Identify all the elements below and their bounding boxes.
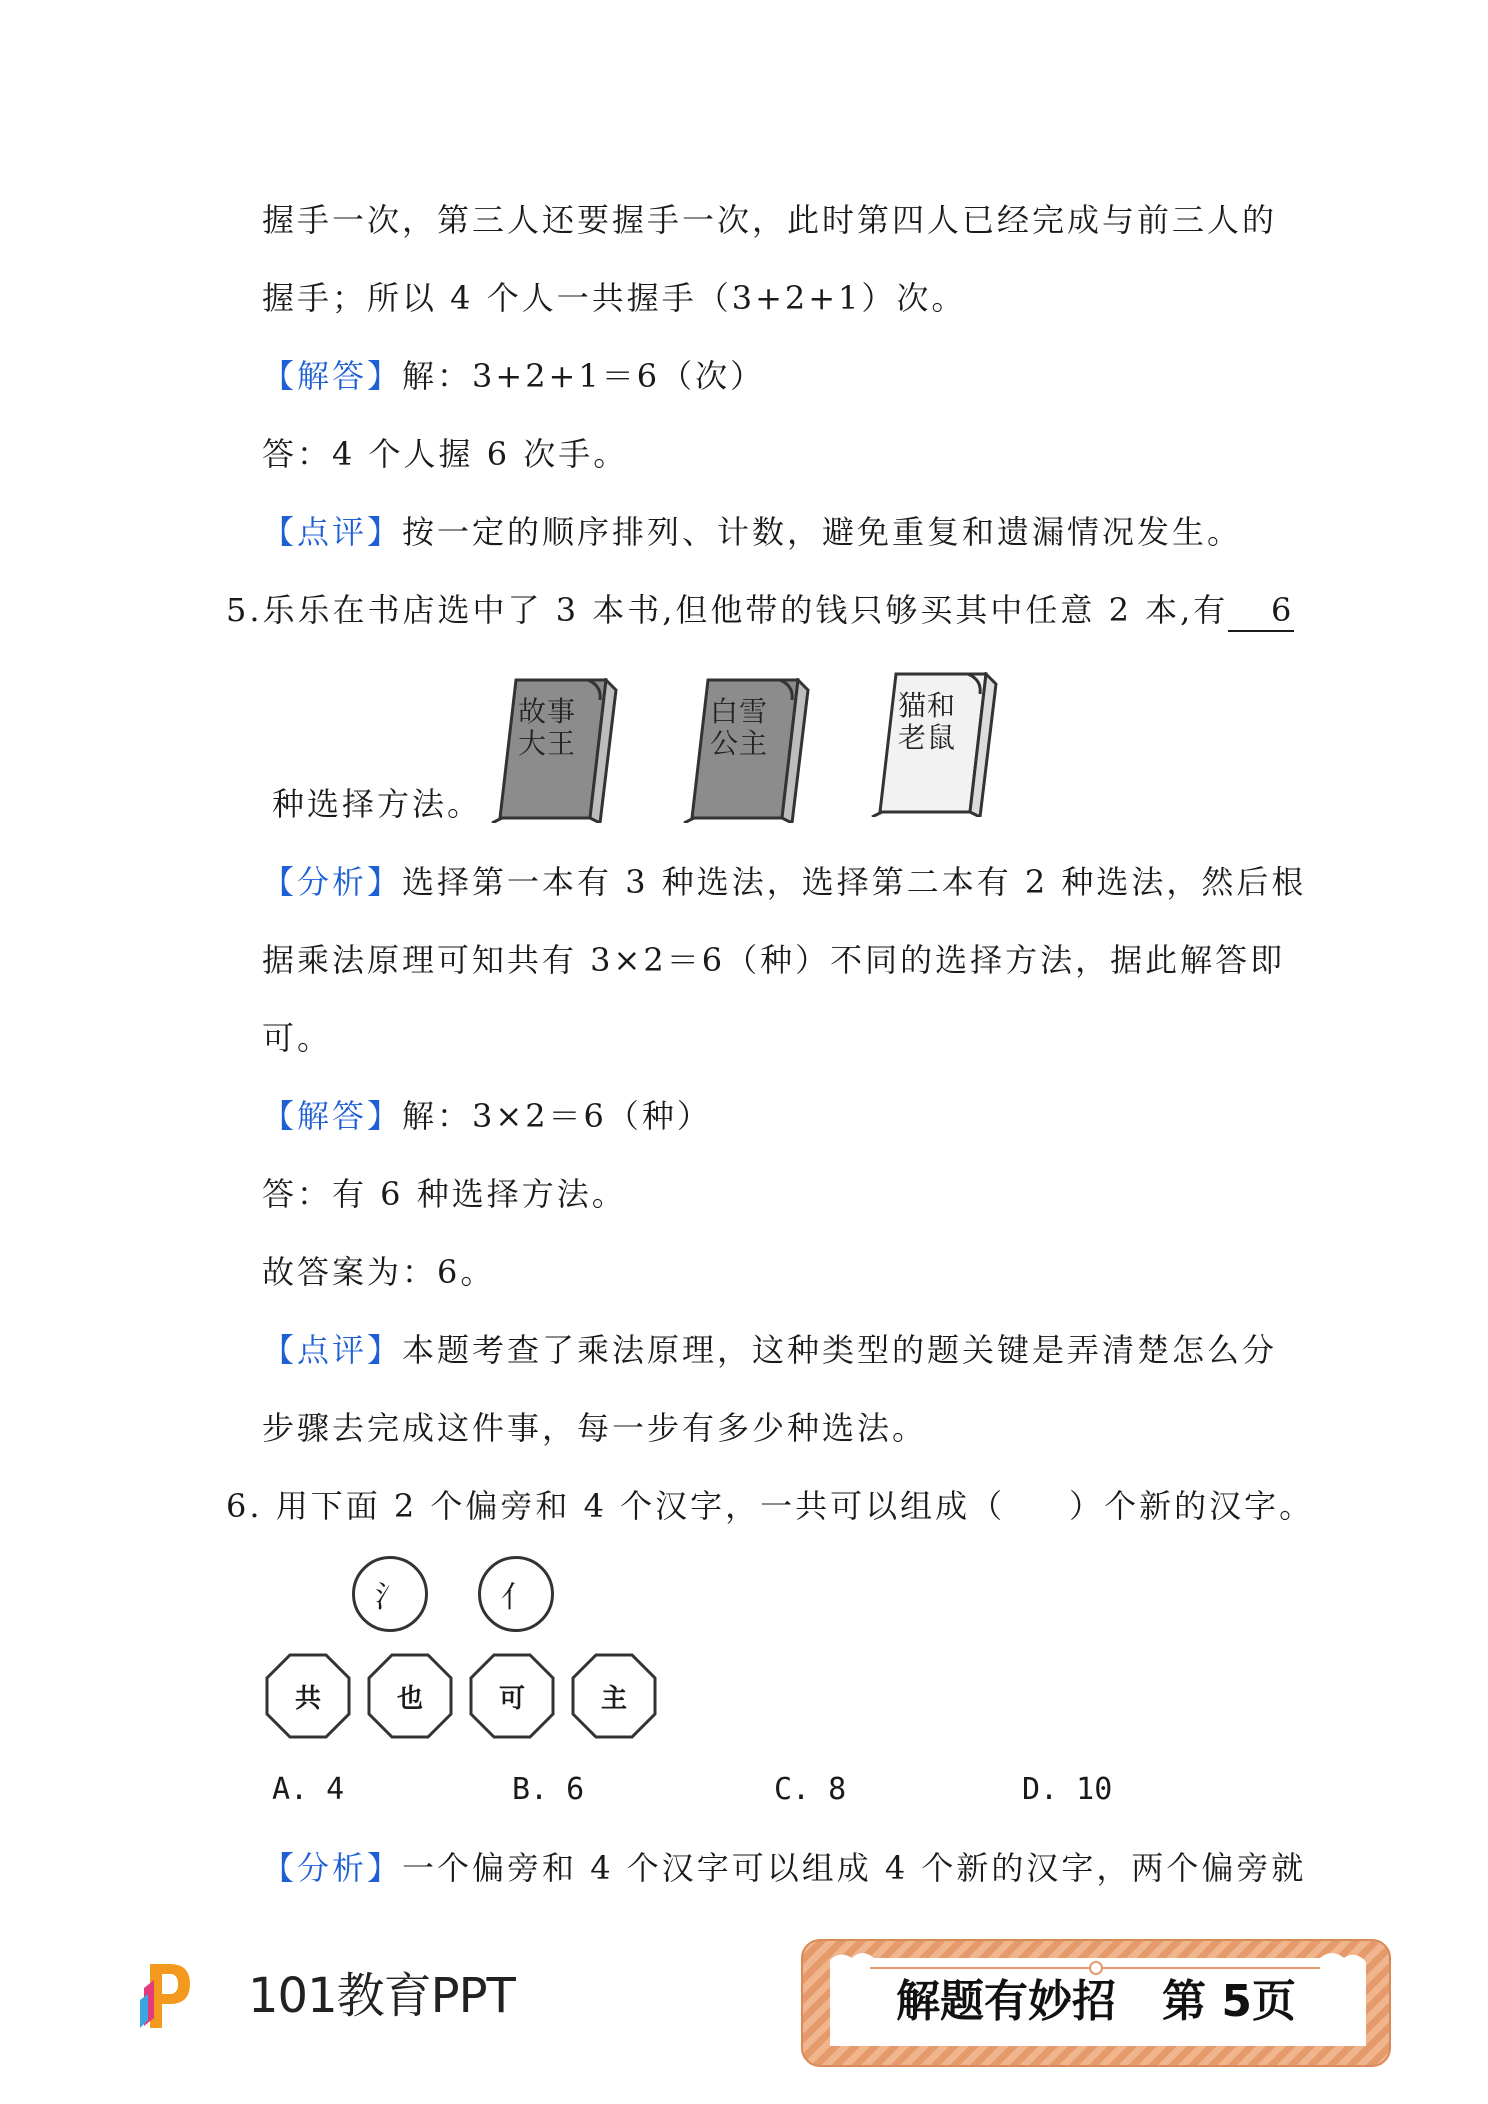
question-6-text: 6. 用下面 2 个偏旁和 4 个汉字，一共可以组成（: [226, 1487, 1006, 1525]
analysis-line: [262, 1848, 1306, 1888]
question-5-text: 5.乐乐在书店选中了 3 本书,但他带的钱只够买其中任意 2 本,有: [226, 591, 1229, 629]
final-answer-line: 故答案为：6。: [262, 1253, 496, 1291]
book-image: [680, 678, 810, 823]
character-label: 也: [396, 1683, 423, 1714]
solution-line: [262, 1096, 712, 1136]
review-text: 本题考查了乘法原理，这种类型的题关键是弄清楚怎么分: [402, 1331, 1278, 1369]
book-title: 猫和 老鼠: [898, 689, 957, 754]
review-text: 按一定的顺序排列、计数，避免重复和遗漏情况发生。: [402, 513, 1243, 551]
book-title: 白雪 公主: [710, 695, 769, 760]
analysis-tag: 【分析】: [262, 1849, 403, 1887]
book-image: [488, 678, 618, 823]
banner-text: [800, 1974, 1392, 2030]
text-line: 据乘法原理可知共有 3×2＝6（种）不同的选择方法，据此解答即: [262, 941, 1286, 979]
solution-tag: 【解答】: [262, 1097, 403, 1135]
character-label: 共: [294, 1683, 321, 1714]
question-5: [226, 590, 1294, 632]
radical-circle: 亻: [478, 1556, 554, 1632]
radical-circle: 氵: [352, 1556, 428, 1632]
solution-tag: 【解答】: [262, 357, 403, 395]
page-number: 第 5页: [1162, 1976, 1296, 2027]
review-line: [262, 1330, 1277, 1370]
character-octagon: [366, 1652, 454, 1740]
option-c[interactable]: C. 8: [774, 1772, 847, 1807]
answer-blank: 6: [1228, 590, 1294, 632]
brand-name: 101教育PPT: [248, 1968, 515, 2024]
brand-logo-icon: [140, 1958, 192, 2032]
analysis-text: 选择第一本有 3 种选法，选择第二本有 2 种选法，然后根: [402, 863, 1307, 901]
text-line: 握手；所以 4 个人一共握手（3+2+1）次。: [262, 279, 967, 317]
solution-line: [262, 356, 765, 396]
book-title: 故事 大王: [518, 695, 577, 760]
solution-text: 解：3+2+1＝6（次）: [402, 357, 766, 395]
analysis-line: [262, 862, 1306, 902]
question-6-text-end: ）个新的汉字。: [1069, 1487, 1315, 1525]
review-line: [262, 512, 1242, 552]
option-a[interactable]: A. 4: [272, 1772, 345, 1807]
option-d[interactable]: D. 10: [1022, 1772, 1113, 1807]
character-octagon: [570, 1652, 658, 1740]
review-tag: 【点评】: [262, 1331, 403, 1369]
character-label: 主: [600, 1683, 627, 1714]
banner-title: 解题有妙招: [896, 1976, 1117, 2027]
text-line: 可。: [262, 1019, 333, 1057]
text-line: 步骤去完成这件事，每一步有多少种选法。: [262, 1409, 928, 1447]
character-octagon: [468, 1652, 556, 1740]
answer-line: 答：4 个人握 6 次手。: [262, 435, 629, 473]
question-6: [226, 1486, 1314, 1526]
character-label: 可: [498, 1683, 525, 1714]
character-octagon: [264, 1652, 352, 1740]
book-image: [868, 672, 998, 817]
review-tag: 【点评】: [262, 513, 403, 551]
text-line: 握手一次，第三人还要握手一次，此时第四人已经完成与前三人的: [262, 201, 1278, 239]
option-b[interactable]: B. 6: [512, 1772, 585, 1807]
answer-line: 答：有 6 种选择方法。: [262, 1175, 627, 1213]
analysis-text: 一个偏旁和 4 个汉字可以组成 4 个新的汉字，两个偏旁就: [402, 1849, 1307, 1887]
solution-text: 解：3×2＝6（种）: [402, 1097, 712, 1135]
page-banner: [800, 1938, 1392, 2068]
analysis-tag: 【分析】: [262, 863, 403, 901]
question-5-continuation: 种选择方法。: [272, 785, 483, 823]
